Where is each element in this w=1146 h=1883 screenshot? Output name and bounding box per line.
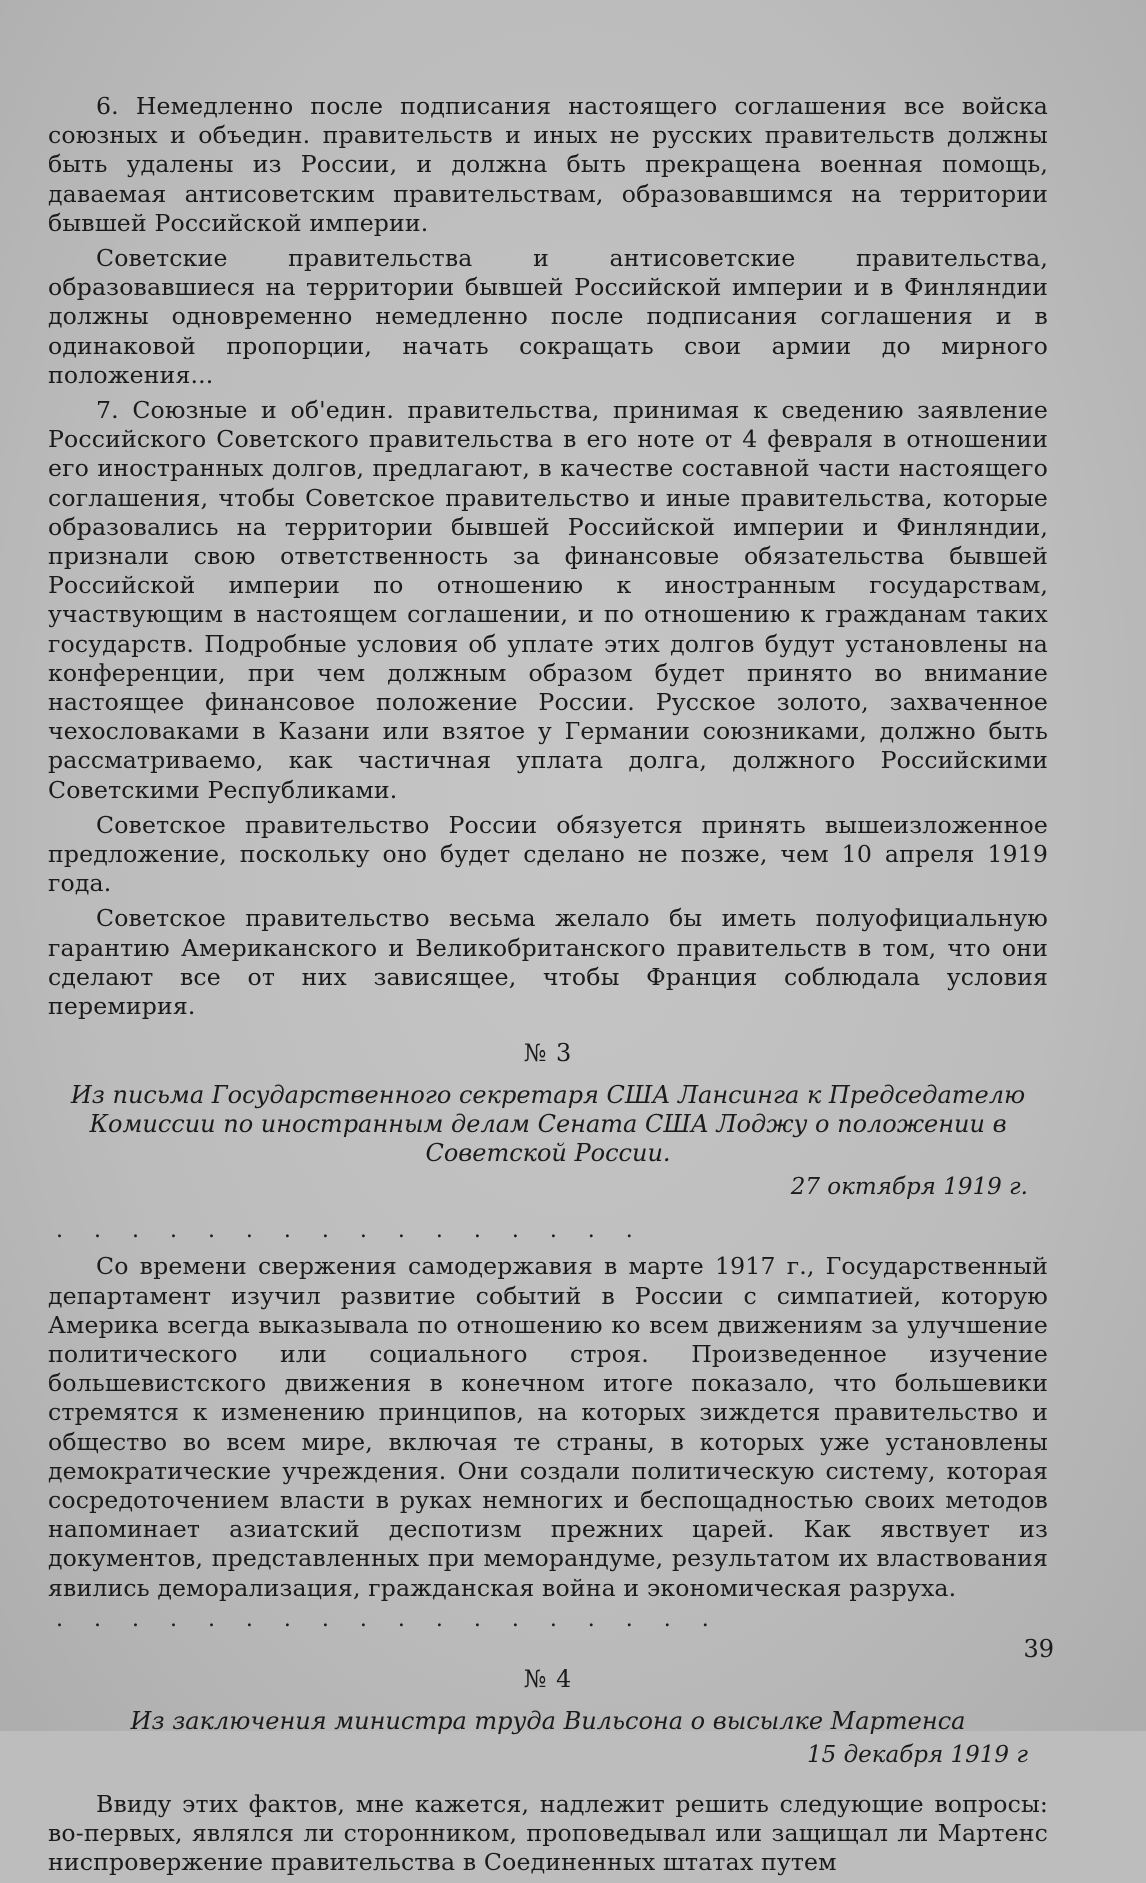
document-date: 27 октября 1919 г. bbox=[790, 1174, 1028, 1201]
paragraph-guarantee: Советское правительство весьма желало бы иметь полуофициальную гарантию Американского и Великобританского правительств в том, что они сделают все от них зависящее, чтобы Франция соблюдала условия перемирия. bbox=[48, 904, 1048, 1021]
page-content bbox=[48, 92, 1048, 1883]
omission-mark: . . . . . . . . . . . . . . . . bbox=[56, 1220, 645, 1243]
document-number: № 3 bbox=[523, 1039, 573, 1068]
paragraph-point-6: 6. Немедленно после подписания настоящего соглашения все войска союзных и объедин. правительств и иных не русских правительств должны быть удалены из России, и должна быть прекращена военная помощь, даваемая антисоветским правительствам, образовавшимся на территории бывшей Российской империи. bbox=[48, 92, 1048, 237]
document-number: № 4 bbox=[523, 1664, 573, 1693]
paragraph-armies-reduction: Советские правительства и антисоветские правительства, образовавшиеся на территории бывшей Российской империи и в Финляндии должны одновременно немедленно после подписания соглашения и в одинаковой пропорции, начать сокращать свои армии до мирного положения... bbox=[48, 244, 1048, 389]
document-title: Из заключения министра труда Вильсона о высылке Мартенса bbox=[130, 1706, 966, 1735]
omission-mark: . . . . . . . . . . . . . . . . . . bbox=[56, 1608, 721, 1631]
paragraph-acceptance-deadline: Советское правительство России обязуется принять вышеизложенное предложение, поскольку оно будет сделано не позже, чем 10 апреля 1919 года. bbox=[48, 810, 1048, 898]
paragraph-point-7: 7. Союзные и об'един. правительства, принимая к сведению заявление Российского Советского правительства в его ноте от 4 февраля в отношении его иностранных долгов, предлагают, в качестве составной части настоящего соглашения, чтобы Советское правительство и иные правительства, которые образовались на территории бывшей Российской империи и Финляндии, признали свою ответственность за финансовые обязательства бывшей Российской империи по отношению к иностранным государствам, участвующим в настоящем соглашении, и по отношению к гражданам таких государств. Подробные условия об уплате этих долгов будут установлены на конференции, при чем должным образом будет принято во внимание настоящее финансовое положение России. Русское золото, захваченное чехословаками в Казани или взятое у Германии союзниками, должно быть рассматриваемо, как частичная уплата долга, должного Российскими Советскими Республиками. bbox=[48, 396, 1048, 804]
paragraph-wilson-conclusion: Ввиду этих фактов, мне кажется, надлежит решить следующие вопросы: во-первых, являлся ли сторонником, проповедывал или защищал ли Мартенс ниспровержение правительства в Соединенных штатах путем bbox=[48, 1789, 1048, 1877]
section-agreement-points bbox=[48, 92, 1048, 1021]
paragraph-lansing-letter: Со времени свержения самодержавия в марте 1917 г., Государственный департамент изучил развитие событий в России с симпатией, которую Америка всегда выказывала по отношению ко всем движениям за улучшение политического или социального строя. Произведенное изучение большевистского движения в конечном итоге показало, что большевики стремятся к изменению принципов, на которых зиждется правительство и общество во всем мире, включая те страны, в которых уже установлены демократические учреждения. Они создали политическую систему, которая сосредоточением власти в руках немногих и беспощадностью своих методов напоминает азиатский деспотизм прежних царей. Как явствует из документов, представленных при меморандуме, результатом их властвования явились деморализация, гражданская война и экономическая разруха. bbox=[48, 1252, 1048, 1602]
document-4 bbox=[48, 1665, 1048, 1878]
document-3 bbox=[48, 1039, 1048, 1630]
document-date: 15 декабря 1919 г bbox=[807, 1741, 1028, 1768]
document-title: Из письма Государственного секретаря США Лансинга к Председателю Комиссии по иностранным делам Сената США Лоджу о положении в Советской России. bbox=[70, 1081, 1026, 1168]
page-number: 39 bbox=[1023, 1635, 1054, 1663]
